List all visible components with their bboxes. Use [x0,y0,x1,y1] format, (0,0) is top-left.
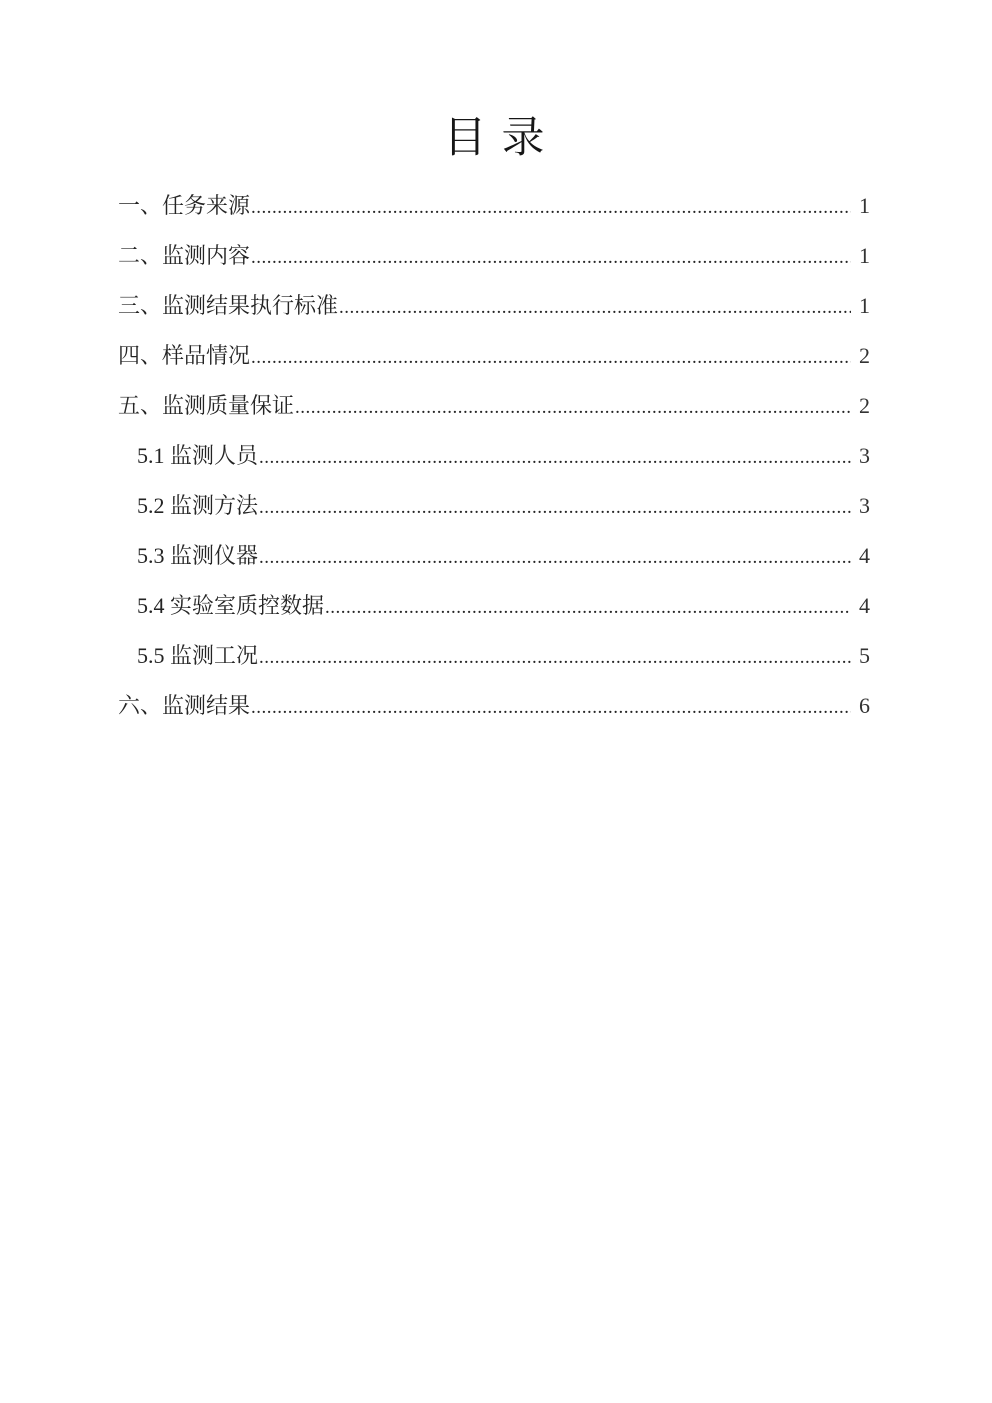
toc-entry-5-3[interactable] [118,531,870,581]
dot-leader [325,581,851,633]
dot-leader [259,631,851,683]
toc-entry-label[interactable]: 二、监测内容 [118,243,251,268]
toc-entry-label[interactable]: 四、样品情况 [118,343,251,368]
dot-leader [339,281,851,333]
dot-leader [259,481,851,533]
toc-page-number: 4 [859,593,870,618]
dot-leader [251,331,851,383]
toc-entry-label[interactable]: 三、监测结果执行标准 [118,293,339,318]
toc-page-number: 2 [859,393,870,418]
toc-entry-label[interactable]: 5.1 监测人员 [137,443,259,468]
toc-page-number: 6 [859,693,870,718]
toc-entry-5-1[interactable] [118,431,870,481]
table-of-contents [118,181,870,731]
toc-entry-label[interactable]: 五、监测质量保证 [118,393,295,418]
toc-entry-label[interactable]: 5.2 监测方法 [137,493,259,518]
toc-entry-4[interactable] [118,331,870,381]
toc-entry-label[interactable]: 六、监测结果 [118,693,251,718]
toc-entry-3[interactable] [118,281,870,331]
toc-entry-5-2[interactable] [118,481,870,531]
toc-entry-2[interactable] [118,231,870,281]
toc-page-number: 5 [859,643,870,668]
toc-page-number: 1 [859,193,870,218]
dot-leader [259,431,851,483]
dot-leader [259,531,851,583]
toc-entry-5-4[interactable] [118,581,870,631]
toc-entry-label[interactable]: 5.4 实验室质控数据 [137,593,325,618]
dot-leader [251,681,851,733]
dot-leader [295,381,851,433]
toc-page-number: 1 [859,243,870,268]
toc-entry-6[interactable] [118,681,870,731]
toc-page-number: 3 [859,443,870,468]
toc-page-number: 1 [859,293,870,318]
toc-entry-label[interactable]: 5.5 监测工况 [137,643,259,668]
toc-entry-label[interactable]: 5.3 监测仪器 [137,543,259,568]
toc-page-number: 2 [859,343,870,368]
toc-page-number: 3 [859,493,870,518]
toc-entry-1[interactable] [118,181,870,231]
dot-leader [251,181,851,233]
toc-entry-5[interactable] [118,381,870,431]
page-title: 目录 [443,115,560,162]
toc-entry-5-5[interactable] [118,631,870,681]
toc-page-number: 4 [859,543,870,568]
dot-leader [251,231,851,283]
toc-entry-label[interactable]: 一、任务来源 [118,193,251,218]
